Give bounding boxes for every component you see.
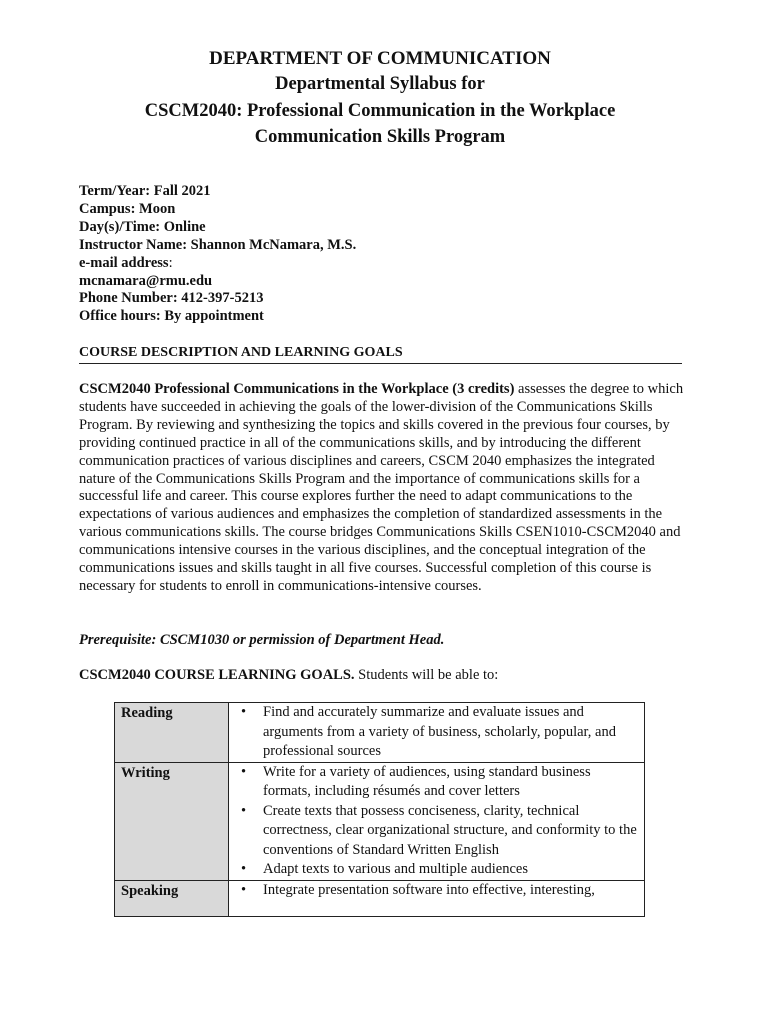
email-label-colon: : xyxy=(168,254,173,271)
course-description-body: assesses the degree to which students have succeeded in achieving the goals of the lower-division of the Communications Skills Program. By reviewing and synthesizing the topics and skills covered in the previous four courses, by providing continued practice in all of the communications skills, and by introducing the different communication practices of various disciplines and careers, CSCM 2040 emphasizes the integrated nature of the Communications Skills Program and the importance of communications skills for a successful life and career. This course explores further the need to adapt communications to the expectations of various audiences and emphasizes the completion of standardized assessments in the various communications skills. The course bridges Communications Skills CSEN1010-CSCM2040 and communications intensive courses in the various disciplines, and the conceptual integration of the communications issues and skills taught in all five courses. Successful completion of this course is necessary for students to enroll in communications-intensive courses. xyxy=(79,381,684,594)
learning-goals-table xyxy=(114,702,645,917)
goals-items-speaking xyxy=(229,880,645,916)
learning-goals-heading: CSCM2040 COURSE LEARNING GOALS. xyxy=(79,667,355,683)
days-time-line: Day(s)/Time: Online xyxy=(79,218,206,235)
learning-goals-intro xyxy=(79,667,498,684)
goal-item-text: Adapt texts to various and multiple audiences xyxy=(263,861,528,877)
goal-item xyxy=(229,881,640,901)
phone-line: Phone Number: 412-397-5213 xyxy=(79,290,264,307)
learning-goals-intro-text: Students will be able to: xyxy=(354,667,499,683)
bullet-icon: • xyxy=(241,763,247,780)
course-description xyxy=(79,381,685,596)
goal-item-text: Create texts that possess conciseness, clarity, technical correctness, clear organizational structure, and conformity to the conventions of Standard Written English xyxy=(263,802,637,858)
goal-item-text: Write for a variety of audiences, using standard business formats, including résumés and cover letters xyxy=(263,763,591,799)
course-title: CSCM2040: Professional Communication in the Workplace xyxy=(144,100,616,121)
prerequisite-note: Prerequisite: CSCM1030 or permission of Department Head. xyxy=(79,632,445,648)
goal-item-text: Find and accurately summarize and evaluate issues and arguments from a variety of business, scholarly, popular, and professional sources xyxy=(263,704,616,759)
campus-line: Campus: Moon xyxy=(79,200,176,217)
instructor-line: Instructor Name: Shannon McNamara, M.S. xyxy=(79,236,357,253)
course-info-block xyxy=(79,183,356,326)
bullet-icon: • xyxy=(241,861,247,877)
bullet-icon: • xyxy=(241,704,247,720)
goal-item xyxy=(229,860,640,880)
goal-item xyxy=(229,703,640,762)
goals-row-writing xyxy=(115,762,645,880)
goal-item xyxy=(229,802,640,861)
goals-category-writing: Writing xyxy=(115,762,229,880)
goal-item xyxy=(229,763,640,802)
email-label-line xyxy=(79,255,356,273)
syllabus-header xyxy=(0,46,760,151)
goals-items-writing xyxy=(229,762,645,880)
goals-items-reading xyxy=(229,703,645,763)
bullet-icon: • xyxy=(241,802,247,819)
section-heading-description: COURSE DESCRIPTION AND LEARNING GOALS xyxy=(79,345,682,364)
email-address: mcnamara@rmu.edu xyxy=(79,272,213,289)
course-description-lead: CSCM2040 Professional Communications in the Workplace (3 credits) xyxy=(79,381,515,397)
email-label: e-mail address xyxy=(79,254,169,271)
goals-category-speaking: Speaking xyxy=(115,880,229,916)
goals-row-speaking xyxy=(115,880,645,916)
department-title: DEPARTMENT OF COMMUNICATION xyxy=(209,48,551,69)
term-line: Term/Year: Fall 2021 xyxy=(79,183,211,199)
goals-category-reading: Reading xyxy=(115,703,229,763)
bullet-icon: • xyxy=(241,881,247,898)
goal-item-text: Integrate presentation software into effective, interesting, xyxy=(263,881,595,898)
program-title: Communication Skills Program xyxy=(254,127,506,147)
office-hours-line: Office hours: By appointment xyxy=(79,308,264,325)
goals-row-reading xyxy=(115,703,645,763)
syllabus-subtitle: Departmental Syllabus for xyxy=(275,74,485,94)
